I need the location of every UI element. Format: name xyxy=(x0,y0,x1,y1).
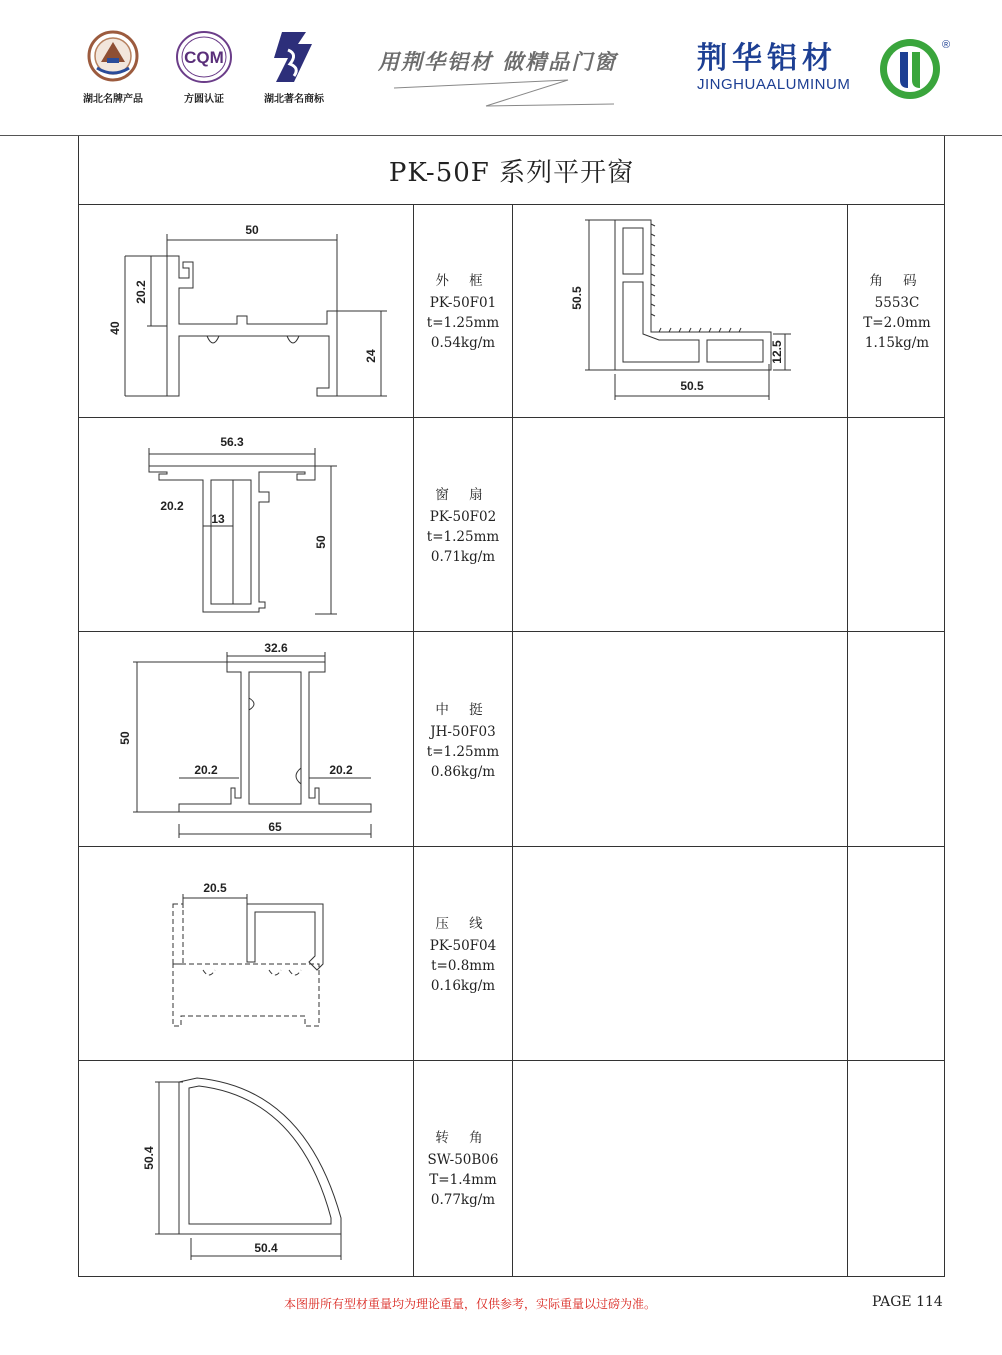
profile-drawing-glazing-bead xyxy=(159,876,399,1036)
dim-label: 20.2 xyxy=(194,763,218,777)
profile-thickness: t=1.25mm xyxy=(426,529,500,545)
hubei-trademark-icon xyxy=(264,28,324,86)
row-divider xyxy=(79,1060,944,1061)
profile-weight: 0.71kg/m xyxy=(430,549,496,565)
hubei-brand-caption: 湖北名牌产品 xyxy=(83,94,143,105)
dim-label: 13 xyxy=(211,512,225,526)
profile-thickness: t=1.25mm xyxy=(426,315,500,331)
profile-weight: 0.77kg/m xyxy=(430,1192,496,1208)
dim-label: 56.3 xyxy=(220,435,244,449)
table-title-row xyxy=(79,136,944,205)
profile-spec xyxy=(414,1128,512,1210)
dim-label: 20.2 xyxy=(329,763,353,777)
profile-name: 窗 扇 xyxy=(435,487,491,503)
profile-code: PK-50F01 xyxy=(429,295,497,311)
dim-label: 24 xyxy=(364,349,378,363)
registered-mark: ® xyxy=(942,39,951,51)
profile-name: 压 线 xyxy=(435,916,491,932)
profile-weight: 1.15kg/m xyxy=(864,335,930,351)
hubei-trademark-caption: 湖北著名商标 xyxy=(264,94,324,105)
cqm-certification-icon xyxy=(174,28,234,86)
dim-label: 50.5 xyxy=(570,286,584,310)
dim-label: 32.6 xyxy=(264,641,288,655)
profile-table xyxy=(78,136,945,1277)
dim-label: 50 xyxy=(245,223,259,237)
dim-label: 50.5 xyxy=(680,379,704,393)
cqm-logo xyxy=(172,28,236,105)
dim-label: 50.4 xyxy=(254,1241,278,1255)
profile-spec xyxy=(414,485,512,567)
profile-drawing-mullion xyxy=(109,638,409,843)
profile-code: 5553C xyxy=(874,295,920,311)
profile-spec xyxy=(414,271,512,353)
profile-name: 中 挺 xyxy=(435,702,491,718)
row-divider xyxy=(79,417,944,418)
dim-label: 65 xyxy=(268,820,282,834)
profile-name: 外 框 xyxy=(435,273,491,289)
dim-label: 12.5 xyxy=(770,340,784,364)
dim-label: 50.4 xyxy=(142,1146,156,1170)
dim-label: 20.2 xyxy=(160,499,184,513)
slogan: 用荆华铝材 做精品门窗 xyxy=(378,49,618,74)
brand-name-en: JINGHUAALUMINUM xyxy=(697,76,851,93)
profile-code: SW-50B06 xyxy=(427,1152,499,1168)
profile-name: 角 码 xyxy=(869,273,925,289)
profile-thickness: T=2.0mm xyxy=(863,315,931,331)
row-divider xyxy=(79,631,944,632)
dim-label: 40 xyxy=(108,321,122,335)
row-divider xyxy=(79,846,944,847)
side-profile-spec xyxy=(848,271,946,353)
profile-drawing-frame xyxy=(97,216,397,416)
dim-label: 20.2 xyxy=(134,280,148,304)
column-divider xyxy=(512,204,513,1276)
column-divider xyxy=(847,204,848,1276)
page-title: PK-50F 系列平开窗 xyxy=(388,158,635,188)
profile-name: 转 角 xyxy=(435,1130,491,1146)
profile-weight: 0.86kg/m xyxy=(430,764,496,780)
profile-code: JH-50F03 xyxy=(430,724,496,740)
profile-spec xyxy=(414,700,512,782)
page-number: PAGE 114 xyxy=(872,1294,943,1310)
profile-thickness: T=1.4mm xyxy=(429,1172,497,1188)
hubei-trademark-logo xyxy=(256,28,332,105)
page-header xyxy=(0,0,1002,136)
profile-spec xyxy=(414,914,512,996)
profile-code: PK-50F04 xyxy=(429,938,497,954)
profile-drawing-corner xyxy=(559,214,819,414)
cqm-badge-text: CQM xyxy=(184,48,224,67)
cqm-caption: 方圆认证 xyxy=(184,94,224,105)
hubei-brand-logo xyxy=(78,28,148,105)
brand-block xyxy=(697,42,850,93)
dim-label: 50 xyxy=(314,535,328,549)
profile-drawing-sash xyxy=(129,432,409,622)
jinghua-logo-icon xyxy=(876,36,952,102)
brand-mark xyxy=(876,36,952,106)
profile-thickness: t=1.25mm xyxy=(426,744,500,760)
profile-code: PK-50F02 xyxy=(429,509,497,525)
dim-label: 50 xyxy=(118,731,132,745)
footer-note: 本图册所有型材重量均为理论重量，仅供参考，实际重量以过磅为准。 xyxy=(283,1297,656,1311)
profile-weight: 0.16kg/m xyxy=(430,978,496,994)
profile-weight: 0.54kg/m xyxy=(430,335,496,351)
profile-drawing-corner-post xyxy=(135,1068,395,1273)
dim-label: 20.5 xyxy=(203,881,227,895)
hubei-brand-emblem-icon xyxy=(83,28,143,86)
profile-thickness: t=0.8mm xyxy=(431,958,495,974)
slogan-decoration xyxy=(392,72,622,112)
brand-name-cn: 荆华铝材 xyxy=(697,41,837,76)
